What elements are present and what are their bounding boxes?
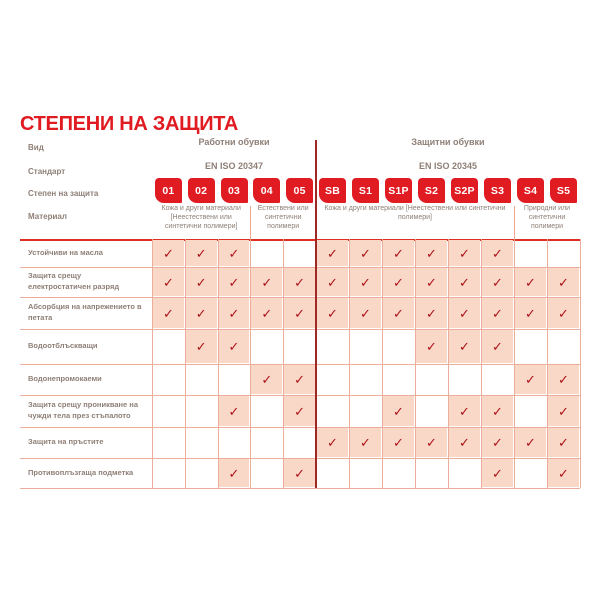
table-cell [186,330,217,363]
table-cell [317,428,348,457]
level-badge-S4: S4 [517,178,544,203]
check-icon: ✓ [327,245,338,261]
level-badge-05: 05 [286,178,313,203]
field-label-material: Материал [28,212,67,221]
check-icon: ✓ [327,435,338,450]
table-cell [317,396,348,426]
row-label: Защита срещу електростатичен разряд [28,271,120,291]
table-cell [284,365,315,394]
material-caption: Естествени или синтетични полимери [257,205,309,231]
row-label: Водоотблъскващи [28,341,98,351]
level-badge-S5: S5 [550,178,577,203]
section-header-work-shoes: Работни обувки [198,137,270,147]
check-icon: ✓ [294,465,306,481]
table-cell [449,298,480,328]
table-cell [482,396,513,426]
row-label: Защита на пръстите [28,437,104,447]
table-cell [186,428,217,457]
table-cell [284,268,315,296]
field-label-standard: Стандарт [28,167,66,176]
check-icon: ✓ [492,305,503,321]
table-cell [153,459,184,487]
table-cell [515,268,546,296]
table-cell [482,240,513,266]
level-badge-02: 02 [188,178,215,203]
check-icon: ✓ [558,465,569,481]
field-label-type: Вид [28,143,44,152]
table-cell [416,428,447,457]
table-cell [383,268,414,296]
table-cell [219,240,250,266]
check-icon: ✓ [393,435,404,450]
level-badge-01: 01 [155,178,182,203]
check-icon: ✓ [426,245,437,261]
check-icon: ✓ [294,305,306,321]
check-icon: ✓ [459,403,470,419]
check-icon: ✓ [228,403,240,419]
table-cell [186,396,217,426]
table-cell [251,298,282,328]
table-cell [482,428,513,457]
check-icon: ✓ [294,372,306,387]
level-badge-S1: S1 [352,178,379,203]
table-cell [251,428,282,457]
check-icon: ✓ [492,403,503,419]
check-icon: ✓ [459,305,470,321]
check-icon: ✓ [525,274,536,290]
table-cell [219,428,250,457]
check-icon: ✓ [228,305,240,321]
table-cell [186,298,217,328]
grid-line [580,239,581,488]
check-icon: ✓ [162,305,174,321]
table-cell [186,240,217,266]
check-icon: ✓ [393,305,404,321]
check-icon: ✓ [360,245,371,261]
table-cell [482,268,513,296]
level-badge-03: 03 [221,178,248,203]
table-cell [317,298,348,328]
table-cell [482,459,513,487]
section-divider-line [315,140,317,488]
level-badge-S2: S2 [418,178,445,203]
check-icon: ✓ [261,274,273,290]
table-cell [153,428,184,457]
table-cell [251,240,282,266]
table-cell [317,459,348,487]
table-cell [449,365,480,394]
level-badge-S1P: S1P [385,178,412,203]
table-cell [416,298,447,328]
check-icon: ✓ [261,305,273,321]
table-cell [219,459,250,487]
check-icon: ✓ [162,274,174,290]
table-cell [284,240,315,266]
table-cell [416,459,447,487]
check-icon: ✓ [558,372,569,387]
table-cell [548,396,579,426]
table-cell [350,240,381,266]
table-cell [284,459,315,487]
material-caption: Кожа и други материали [Неестествени или синтетични полимери] [324,205,506,222]
table-cell [416,330,447,363]
table-cell [482,330,513,363]
material-group-divider-line [250,206,251,239]
table-cell [153,330,184,363]
table-cell [317,330,348,363]
table-cell [482,365,513,394]
table-cell [350,268,381,296]
row-label: Абсорбция на напрежението в петата [28,302,142,322]
table-cell [186,365,217,394]
table-cell [449,330,480,363]
row-label: Противоплъзгаща подметка [28,467,134,477]
check-icon: ✓ [327,274,338,290]
material-caption: Природни или синтетични полимери [523,205,571,231]
check-icon: ✓ [360,435,371,450]
check-icon: ✓ [525,435,536,450]
table-cell [317,240,348,266]
table-cell [284,396,315,426]
level-badge-S2P: S2P [451,178,478,203]
field-label-level: Степен на защита [28,189,99,198]
table-cell [153,268,184,296]
table-cell [350,428,381,457]
table-cell [317,268,348,296]
table-cell [317,365,348,394]
check-icon: ✓ [492,435,503,450]
check-icon: ✓ [228,339,240,354]
table-cell [350,459,381,487]
check-icon: ✓ [360,274,371,290]
check-icon: ✓ [228,465,240,481]
check-icon: ✓ [426,435,437,450]
table-cell [350,396,381,426]
table-cell [219,365,250,394]
table-cell [186,459,217,487]
table-cell [548,298,579,328]
table-cell [219,330,250,363]
check-icon: ✓ [162,245,174,261]
table-cell [416,365,447,394]
table-cell [548,330,579,363]
table-cell [383,240,414,266]
table-cell [284,428,315,457]
check-icon: ✓ [393,274,404,290]
table-cell [515,396,546,426]
page-title: СТЕПЕНИ НА ЗАЩИТА [20,113,239,135]
table-cell [153,365,184,394]
table-cell [153,396,184,426]
level-badge-04: 04 [253,178,280,203]
table-cell [515,330,546,363]
table-cell [383,365,414,394]
table-cell [449,459,480,487]
table-cell [449,396,480,426]
check-icon: ✓ [195,245,207,261]
check-icon: ✓ [492,245,503,261]
table-cell [548,240,579,266]
table-cell [350,365,381,394]
table-cell [449,428,480,457]
check-icon: ✓ [492,339,503,354]
table-cell [284,330,315,363]
check-icon: ✓ [294,403,306,419]
check-icon: ✓ [558,305,569,321]
table-cell [416,268,447,296]
check-icon: ✓ [558,403,569,419]
level-badge-SB: SB [319,178,346,203]
check-icon: ✓ [426,274,437,290]
check-icon: ✓ [195,339,207,354]
table-cell [284,298,315,328]
check-icon: ✓ [426,339,437,354]
check-icon: ✓ [492,465,503,481]
level-badge-S3: S3 [484,178,511,203]
check-icon: ✓ [261,372,273,387]
table-cell [449,240,480,266]
table-cell [548,365,579,394]
row-label: Защита срещу проникване на чужди тела през стъпалото [28,400,138,420]
table-cell [383,330,414,363]
table-cell [219,298,250,328]
table-cell [548,428,579,457]
table-cell [515,459,546,487]
check-icon: ✓ [525,372,536,387]
table-cell [153,298,184,328]
table-cell [153,240,184,266]
check-icon: ✓ [393,245,404,261]
section-header-safety-shoes: Защитни обувки [411,137,485,147]
table-cell [482,298,513,328]
grid-line [20,488,580,489]
standard-label-en-iso-20347: EN ISO 20347 [204,161,264,171]
check-icon: ✓ [426,305,437,321]
table-cell [383,428,414,457]
check-icon: ✓ [492,274,503,290]
check-icon: ✓ [459,245,470,261]
table-cell [383,396,414,426]
row-label: Водонепромокаеми [28,374,102,384]
check-icon: ✓ [393,403,404,419]
table-cell [548,459,579,487]
table-cell [219,268,250,296]
check-icon: ✓ [459,274,470,290]
check-icon: ✓ [195,305,207,321]
table-cell [383,298,414,328]
table-cell [449,268,480,296]
table-cell [350,298,381,328]
check-icon: ✓ [228,274,240,290]
material-group-divider-line [514,206,515,239]
table-cell [515,428,546,457]
table-cell [515,298,546,328]
table-cell [219,396,250,426]
table-cell [383,459,414,487]
check-icon: ✓ [459,435,470,450]
material-caption: Кожа и други материали [Неестествени или синтетични полимери] [161,205,241,231]
check-icon: ✓ [294,274,306,290]
table-cell [515,365,546,394]
table-cell [416,396,447,426]
table-cell [416,240,447,266]
check-icon: ✓ [327,305,338,321]
table-cell [548,268,579,296]
check-icon: ✓ [558,435,569,450]
table-cell [251,268,282,296]
check-icon: ✓ [459,339,470,354]
table-cell [515,240,546,266]
check-icon: ✓ [228,245,240,261]
check-icon: ✓ [360,305,371,321]
table-cell [350,330,381,363]
table-cell [251,365,282,394]
table-cell [251,396,282,426]
check-icon: ✓ [525,305,536,321]
table-cell [251,330,282,363]
row-label: Устойчиви на масла [28,247,103,257]
check-icon: ✓ [195,274,207,290]
table-cell [251,459,282,487]
check-icon: ✓ [558,274,569,290]
standard-label-en-iso-20345: EN ISO 20345 [418,161,478,171]
table-cell [186,268,217,296]
